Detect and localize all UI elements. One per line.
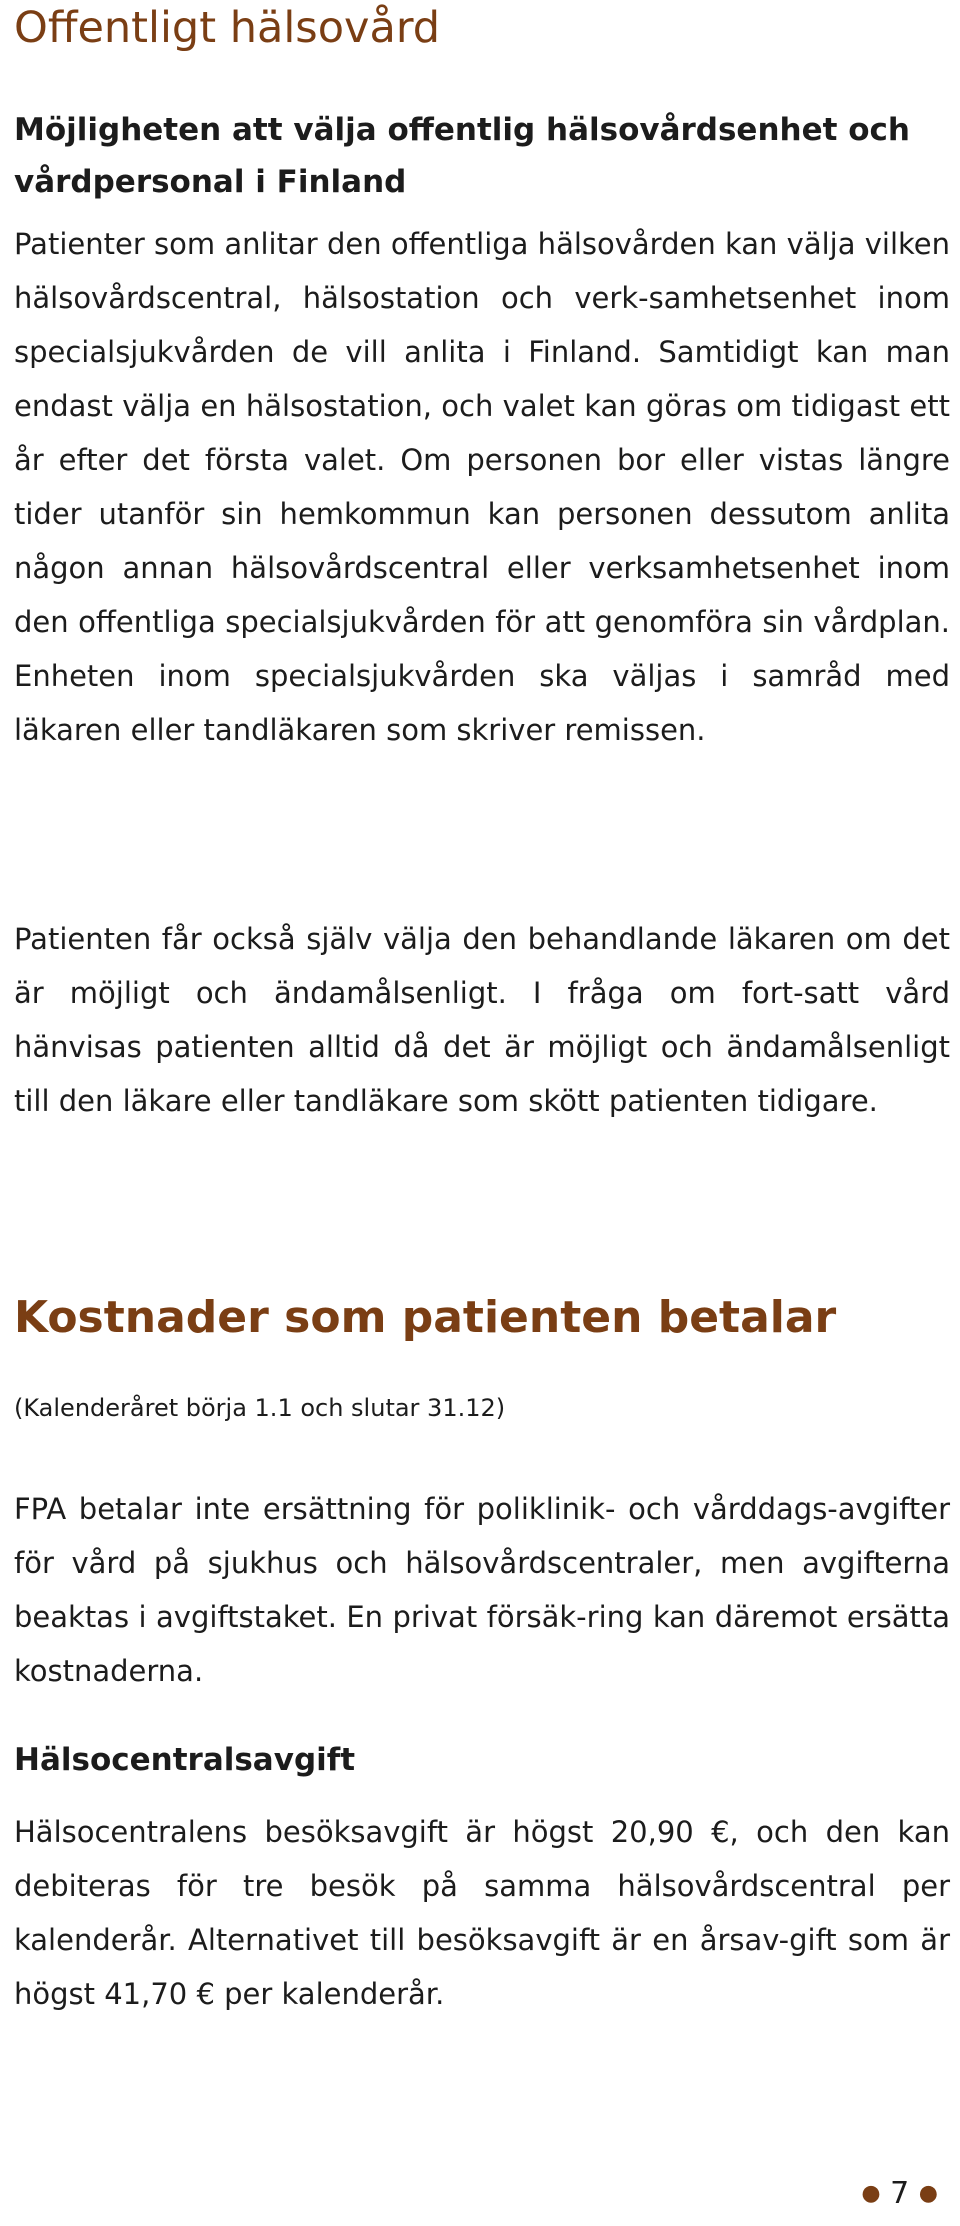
calendar-note: (Kalenderåret börja 1.1 och slutar 31.12) (14, 1394, 506, 1422)
costs-heading: Kostnader som patienten betalar (14, 1292, 837, 1343)
page-title: Offentligt hälsovård (14, 3, 441, 53)
choice-paragraph-2: Patienten får också själv välja den behandlande läkaren om det är möjligt och ändamålsenligt. I fråga om fort-satt vård hänvisas patienten alltid då det är möjligt och ändamålsenligt till den läkare eller tandläkare som skött patienten tidigare. (14, 922, 950, 1118)
costs-paragraph: FPA betalar inte ersättning för poliklinik- och vårddags-avgifter för vård på sjukhus och hälsovårdscentraler, men avgifterna beaktas i avgiftstaket. En privat försäk-ring kan däremot ersätta kostnaderna. (14, 1492, 950, 1688)
bullet-dot-left: ● (861, 2181, 881, 2206)
page-footer (861, 2174, 938, 2214)
bullet-dot-right: ● (918, 2181, 938, 2206)
fee-paragraph: Hälsocentralens besöksavgift är högst 20,90 €, och den kan debiteras för tre besök på samma hälsovårdscentral per kalenderår. Alternativet till besöksavgift är en årsav-gift som är högst 41,70 € per kalenderår. (14, 1815, 950, 2011)
page-number: 7 (890, 2176, 910, 2211)
fee-heading: Hälsocentralsavgift (14, 1742, 356, 1778)
choice-paragraph-1: Patienter som anlitar den offentliga hälsovården kan välja vilken hälsovårdscentral, hälsostation och verk-samhetsenhet inom specialsjukvården de vill anlita i Finland. Samtidigt kan man endast välja en hälsostation, och valet kan göras om tidigast ett år efter det första valet. Om personen bor eller vistas längre tider utanför sin hemkommun kan personen dessutom anlita någon annan hälsovårdscentral eller verksamhetsenhet inom den offentliga specialsjukvården för att genomföra sin vårdplan. Enheten inom specialsjukvården ska väljas i samråd med läkaren eller tandläkaren som skriver remissen. (14, 227, 950, 747)
choice-heading: Möjligheten att välja offentlig hälsovårdsenhet och vårdpersonal i Finland (14, 112, 910, 200)
